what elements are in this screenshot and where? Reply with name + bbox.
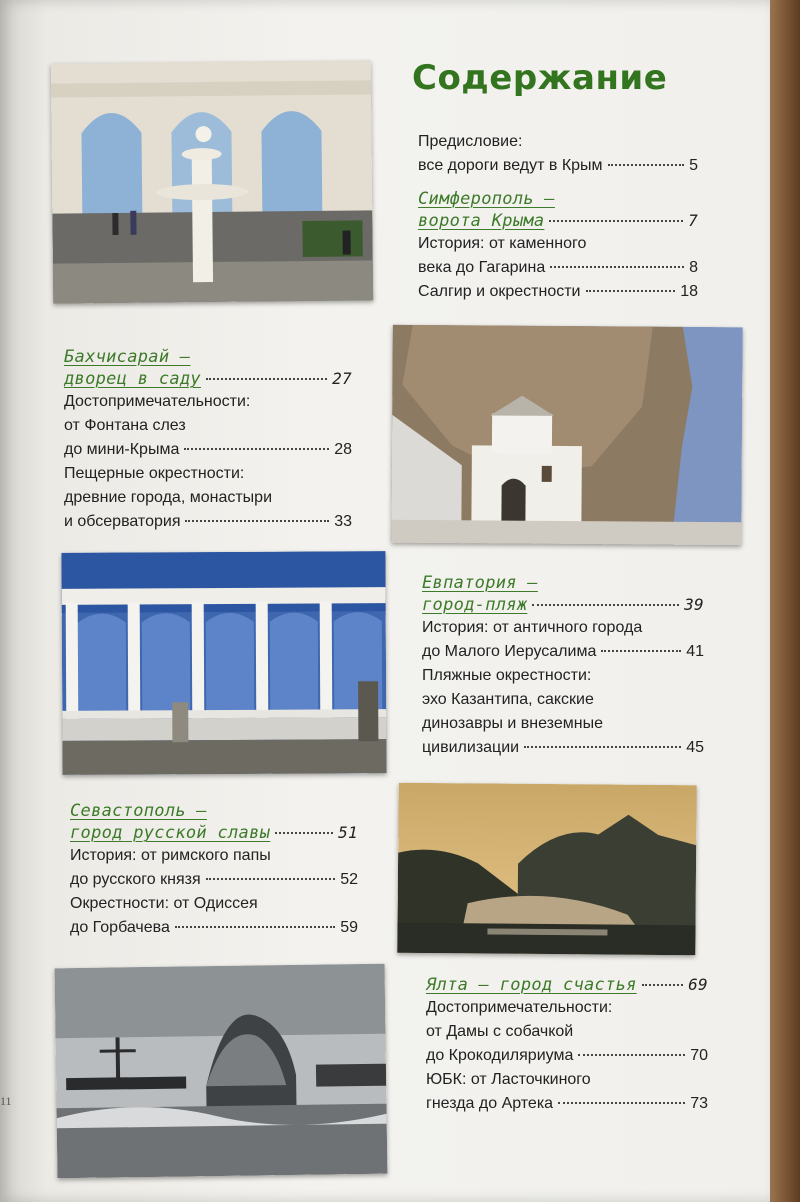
toc-heading: [418, 188, 698, 210]
toc-heading-text: Ялта – город счастья: [426, 975, 637, 995]
toc-section-evpatoria: [422, 572, 704, 760]
toc-entry-text: до Крокодиляриума: [426, 1047, 574, 1064]
toc-page-number: 5: [689, 157, 698, 174]
toc-section-simferopol: [418, 188, 698, 304]
toc-entry: [64, 510, 352, 534]
dot-leader: [275, 832, 333, 834]
dot-leader: [601, 650, 681, 652]
toc-page-number: 39: [684, 595, 704, 614]
toc-entry: [64, 390, 352, 414]
photo-cave-monastery: [391, 325, 743, 545]
dot-leader: [532, 604, 679, 606]
dot-leader: [524, 746, 681, 748]
toc-entry-text: до мини-Крыма: [64, 441, 180, 458]
toc-entry-text: цивилизации: [422, 739, 520, 756]
toc-entry-text: эхо Казантипа, сакские: [422, 691, 594, 708]
toc-entry-text: История: от античного города: [422, 619, 643, 636]
toc-entry: [70, 916, 358, 940]
dot-leader: [558, 1102, 685, 1104]
toc-heading: [418, 210, 698, 232]
toc-heading-text: Севастополь –: [70, 801, 207, 821]
toc-entry-text: до русского князя: [70, 871, 201, 888]
toc-page-number: 45: [686, 739, 704, 756]
photo-simferopol-station: [51, 60, 373, 303]
toc-entry-text: История: от каменного: [418, 235, 587, 252]
toc-entry-text: Предисловие:: [418, 133, 523, 150]
toc-entry-text: от Дамы с собачкой: [426, 1023, 574, 1040]
toc-entry-text: Салгир и окрестности: [418, 283, 581, 300]
toc-heading: [426, 974, 708, 996]
toc-entry: [64, 486, 352, 510]
toc-entry-text: до Малого Иерусалима: [422, 643, 597, 660]
dot-leader: [578, 1054, 685, 1056]
toc-heading-text: город русской славы: [70, 823, 271, 843]
toc-page-number: 18: [680, 283, 698, 300]
toc-entry-text: Окрестности: от Одиссея: [70, 895, 258, 912]
toc-section-bakhchisaray: [64, 346, 352, 534]
toc-entry: [418, 232, 698, 256]
toc-entry: [64, 414, 352, 438]
toc-section-sevastopol: [70, 800, 358, 940]
toc-entry: [64, 462, 352, 486]
dot-leader: [608, 164, 685, 166]
toc-entry-text: все дороги ведут в Крым: [418, 157, 603, 174]
toc-section-preface: [418, 130, 698, 178]
toc-page-number: 33: [334, 513, 352, 530]
toc-entry: [418, 256, 698, 280]
toc-section-yalta: [426, 974, 708, 1116]
dot-leader: [184, 448, 329, 450]
toc-heading-text: Бахчисарай –: [64, 347, 191, 367]
dot-leader: [206, 878, 336, 880]
toc-entry-text: ЮБК: от Ласточкиного: [426, 1071, 591, 1088]
photo-colonnade: [61, 551, 386, 775]
toc-entry-text: Достопримечательности:: [64, 393, 251, 410]
toc-entry-text: динозавры и внеземные: [422, 715, 603, 732]
toc-entry: [418, 154, 698, 178]
toc-heading-text: ворота Крыма: [418, 211, 545, 231]
toc-entry: [418, 130, 698, 154]
toc-heading: [64, 368, 352, 390]
toc-heading: [70, 800, 358, 822]
toc-entry: [422, 640, 704, 664]
toc-entry-text: до Горбачева: [70, 919, 170, 936]
toc-entry-text: и обсерватория: [64, 513, 181, 530]
dot-leader: [550, 266, 684, 268]
toc-entry: [426, 996, 708, 1020]
toc-entry: [426, 1068, 708, 1092]
toc-entry: [70, 892, 358, 916]
toc-heading: [422, 572, 704, 594]
toc-entry-text: древние города, монастыри: [64, 489, 272, 506]
toc-entry: [422, 688, 704, 712]
dot-leader: [586, 290, 676, 292]
toc-entry-text: Пещерные окрестности:: [64, 465, 245, 482]
toc-entry: [422, 664, 704, 688]
toc-page-number: 28: [334, 441, 352, 458]
toc-entry: [70, 844, 358, 868]
toc-heading: [70, 822, 358, 844]
page-number: 11: [0, 1094, 12, 1108]
toc-entry: [70, 868, 358, 892]
toc-entry: [426, 1092, 708, 1116]
toc-page-number: 70: [690, 1047, 708, 1064]
toc-entry-text: века до Гагарина: [418, 259, 546, 276]
dot-leader: [642, 984, 683, 986]
dot-leader: [549, 220, 683, 222]
toc-entry-text: гнезда до Артека: [426, 1095, 554, 1112]
toc-entry-text: от Фонтана слез: [64, 417, 186, 434]
toc-page-number: 73: [690, 1095, 708, 1112]
book-cover-edge: [770, 0, 800, 1202]
toc-heading-text: Евпатория –: [422, 573, 538, 593]
toc-entry: [426, 1044, 708, 1068]
toc-entry: [418, 280, 698, 304]
toc-page-number: 59: [340, 919, 358, 936]
page-title: Содержание: [412, 58, 668, 98]
toc-entry: [422, 712, 704, 736]
dot-leader: [175, 926, 335, 928]
photo-sunset-bay: [397, 783, 696, 956]
toc-page-number: 7: [688, 211, 698, 230]
toc-page-number: 52: [340, 871, 358, 888]
toc-heading-text: город-пляж: [422, 595, 528, 615]
toc-entry-text: История: от римского папы: [70, 847, 271, 864]
toc-entry: [64, 438, 352, 462]
toc-entry: [426, 1020, 708, 1044]
toc-heading-text: дворец в саду: [64, 369, 201, 389]
toc-page-number: 69: [688, 975, 708, 994]
toc-page-number: 27: [332, 369, 352, 388]
toc-entry-text: Пляжные окрестности:: [422, 667, 592, 684]
toc-entry-text: Достопримечательности:: [426, 999, 613, 1016]
toc-heading: [64, 346, 352, 368]
dot-leader: [206, 378, 327, 380]
toc-entry: [422, 616, 704, 640]
toc-page-number: 41: [686, 643, 704, 660]
toc-page-number: 8: [689, 259, 698, 276]
toc-heading-text: Симферополь –: [418, 189, 555, 209]
toc-heading: [422, 594, 704, 616]
toc-entry: [422, 736, 704, 760]
toc-page-number: 51: [338, 823, 358, 842]
photo-storm-wave: [55, 964, 388, 1179]
dot-leader: [185, 520, 329, 522]
